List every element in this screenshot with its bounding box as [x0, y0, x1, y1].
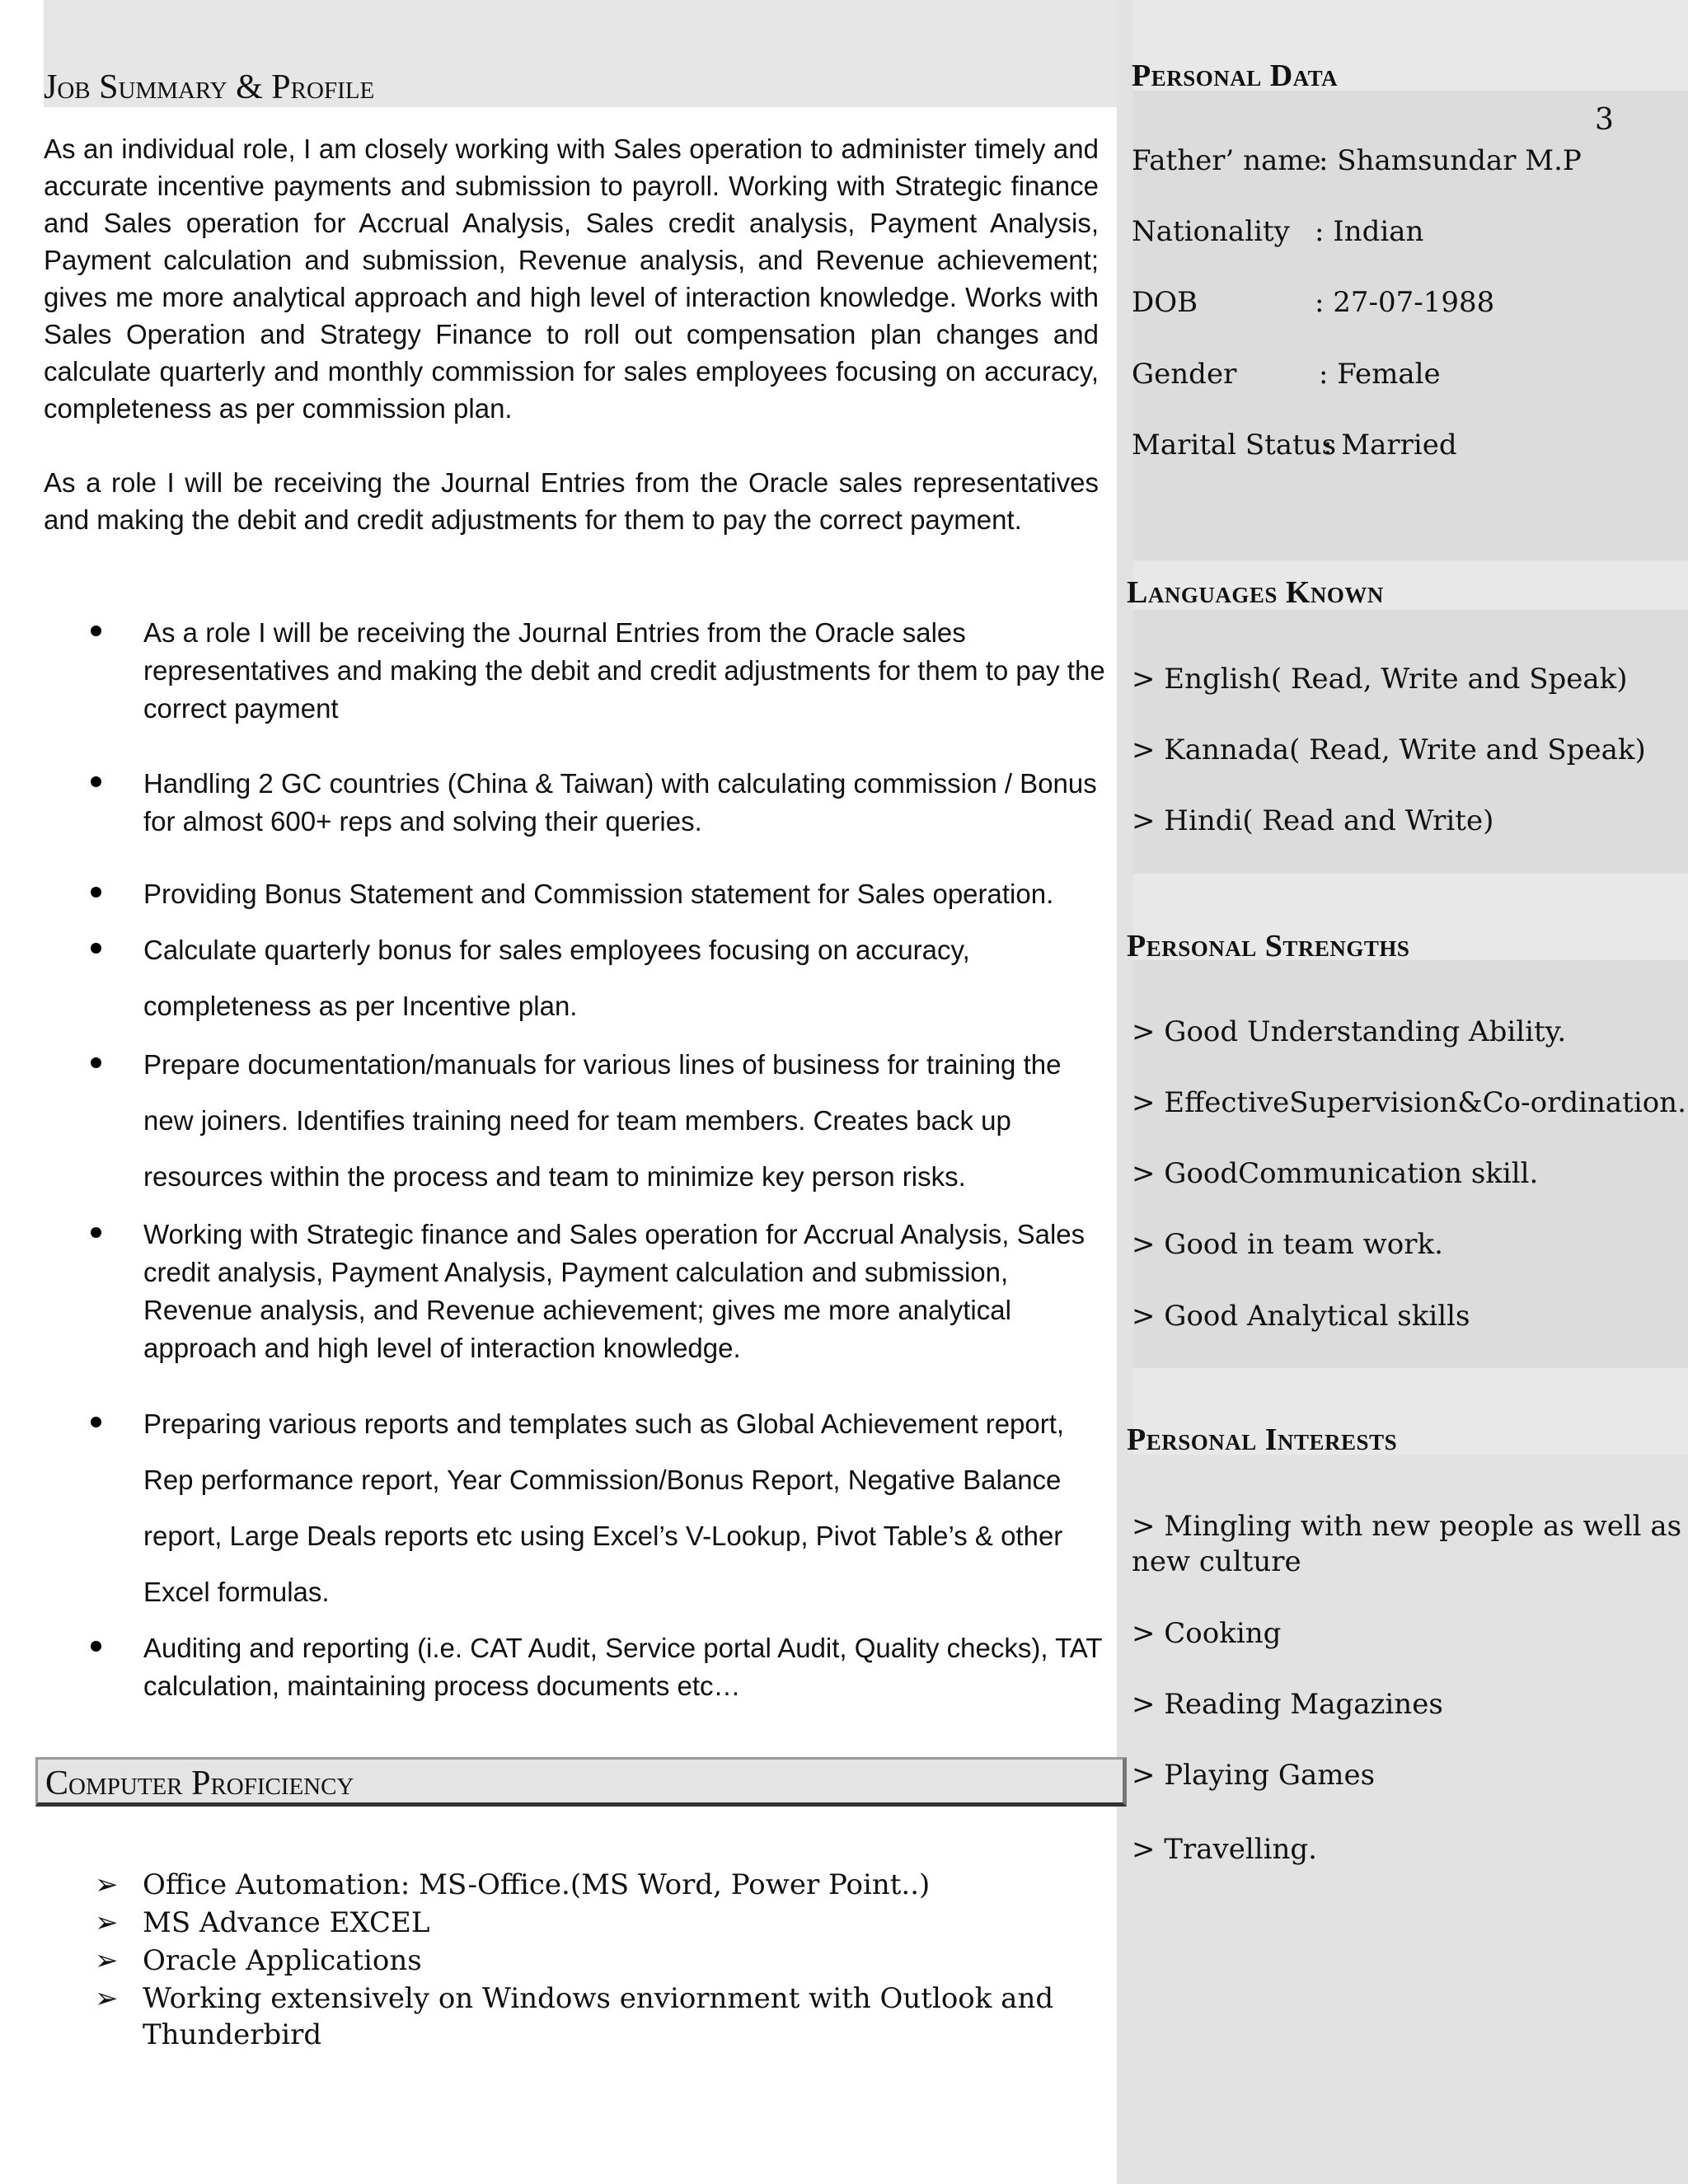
arrow-bullet-icon: ➢ [95, 1906, 119, 1939]
personal-data-label: DOB [1132, 286, 1198, 319]
page-number: 3 [1595, 103, 1614, 137]
interests-heading: Personal Interests [1127, 1422, 1398, 1457]
bullet-icon [91, 1057, 101, 1068]
personal-data-value: : Female [1319, 358, 1441, 391]
interest-item: > Mingling with new people as well as [1132, 1510, 1682, 1543]
summary-paragraph-2: As a role I will be receiving the Journal Entries from the Oracle sales representatives and making the debit and credit adjustments for them to pay the correct payment. [44, 467, 1099, 535]
language-item: > English( Read, Write and Speak) [1132, 663, 1628, 696]
interest-item-continuation: new culture [1132, 1545, 1301, 1578]
arrow-bullet-icon: ➢ [95, 1982, 119, 2015]
strength-item: > Good Analytical skills [1132, 1300, 1470, 1333]
interest-item: > Reading Magazines [1132, 1688, 1443, 1721]
job-summary-heading: Job Summary & Profile [44, 68, 375, 106]
personal-data-value: : Shamsundar M.P [1319, 144, 1582, 177]
interest-item: > Playing Games [1132, 1759, 1376, 1792]
bullet-icon [91, 887, 101, 898]
strength-item: > GoodCommunication skill. [1132, 1157, 1539, 1190]
strength-item: > EffectiveSupervision&Co-ordination. [1132, 1086, 1686, 1119]
bullet-icon [91, 1417, 101, 1427]
bullet-icon [91, 776, 101, 787]
arrow-bullet-icon: ➢ [95, 1868, 119, 1901]
bullet-icon [91, 626, 101, 636]
personal-data-label: Nationality [1132, 215, 1290, 248]
languages-heading: Languages Known [1127, 575, 1384, 610]
arrow-bullet-icon: ➢ [95, 1944, 119, 1977]
interest-item: > Cooking [1132, 1617, 1282, 1650]
personal-data-heading: Personal Data [1132, 59, 1339, 93]
personal-data-label: Gender [1132, 358, 1237, 391]
personal-data-label: Marital Status [1132, 429, 1337, 462]
bullet-icon [91, 943, 101, 954]
language-item: > Kannada( Read, Write and Speak) [1132, 733, 1646, 766]
bullet-icon [91, 1641, 101, 1652]
strength-item: > Good Understanding Ability. [1132, 1015, 1567, 1048]
strengths-heading: Personal Strengths [1127, 929, 1410, 963]
personal-data-value: : Indian [1315, 215, 1424, 248]
interest-item: > Travelling. [1132, 1833, 1317, 1866]
strength-item: > Good in team work. [1132, 1228, 1443, 1261]
summary-paragraph-1: As an individual role, I am closely working with Sales operation to administer timely and accurate incentive payments and submission to payroll. Working with Strategic finance and Sales operation for Accrual Analysis, Sales credit analysis, Payment Analysis, Payment calculation and submission, Revenue analysis, and Revenue achievement; gives me more analytical approach and high level of interaction knowledge. Works with Sales Operation and Strategy Finance to roll out compensation plan changes and calculate quarterly and monthly commission for sales employees focusing on accuracy, completeness as per commission plan. [44, 134, 1099, 424]
computer-proficiency-heading: Computer Proficiency [45, 1765, 354, 1802]
personal-data-label: Father’ name [1132, 144, 1321, 177]
personal-data-value: : 27-07-1988 [1315, 286, 1495, 319]
language-item: > Hindi( Read and Write) [1132, 804, 1494, 837]
personal-data-value: : Married [1323, 429, 1457, 462]
bullet-icon [91, 1227, 101, 1238]
